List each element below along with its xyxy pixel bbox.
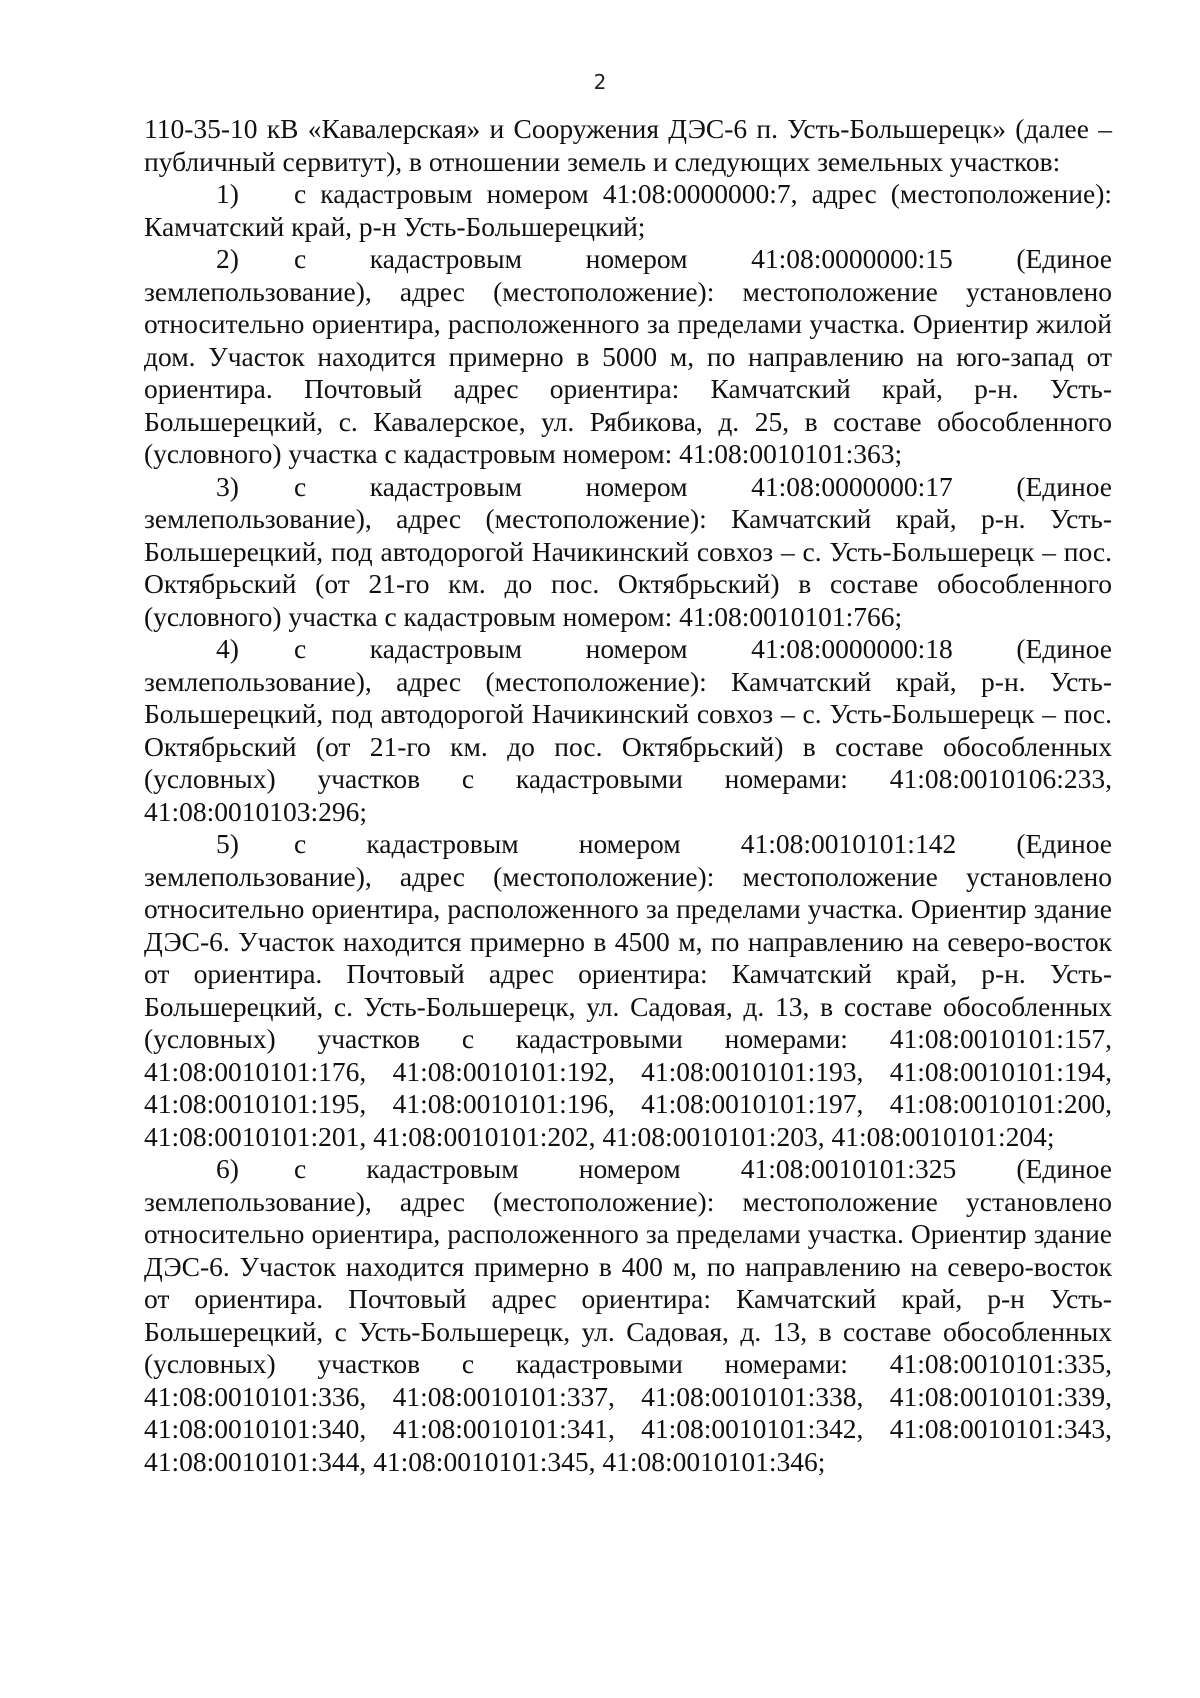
page-number: 2 [593, 70, 607, 94]
list-item-number: 1) [216, 178, 239, 209]
list-item-5 [144, 828, 1112, 1153]
list-item-text: с кадастровым номером 41:08:0010101:325 (Единое землепользование), адрес (местоположение): местоположение установлено относительно ориентира, расположенного за пределами участка. Ориентир здание ДЭС-6. Участок находится примерно в 400 м, по направлению на северо-восток от ориентира. Почтовый адрес ориентира: Камчатский край, р-н Усть-Большерецкий, с Усть-Большерецк, ул. Садовая, д. 13, в составе обособленных (условных) участков с кадастровыми номерами: 41:08:0010101:335, 41:08:0010101:336, 41:08:0010101:337, 41:08:0010101:338, 41:08:0010101:339, 41:08:0010101:340, 41:08:0010101:341, 41:08:0010101:342, 41:08:0010101:343, 41:08:0010101:344, 41:08:0010101:345, 41:08:0010101:346; [144, 1153, 1112, 1477]
list-item-text: с кадастровым номером 41:08:0000000:7, адрес (местоположение): Камчатский край, р-н Усть-Большерецкий; [144, 178, 1112, 242]
list-item-1 [144, 178, 1112, 243]
list-item-number: 5) [216, 828, 239, 859]
document-body [144, 113, 1112, 1478]
list-item-text: с кадастровым номером 41:08:0000000:18 (Единое землепользование), адрес (местоположение): Камчатский край, р-н. Усть-Большерецкий, под автодорогой Начикинский совхоз – с. Усть-Большерецк – пос. Октябрьский (от 21-го км. до пос. Октябрьский) в составе обособленных (условных) участков с кадастровыми номерами: 41:08:0010106:233, 41:08:0010103:296; [144, 633, 1112, 827]
list-item-number: 2) [216, 243, 239, 274]
list-item-text: с кадастровым номером 41:08:0010101:142 (Единое землепользование), адрес (местоположение): местоположение установлено относительно ориентира, расположенного за пределами участка. Ориентир здание ДЭС-6. Участок находится примерно в 4500 м, по направлению на северо-восток от ориентира. Почтовый адрес ориентира: Камчатский край, р-н. Усть-Большерецкий, с. Усть-Большерецк, ул. Садовая, д. 13, в составе обособленных (условных) участков с кадастровыми номерами: 41:08:0010101:157, 41:08:0010101:176, 41:08:0010101:192, 41:08:0010101:193, 41:08:0010101:194, 41:08:0010101:195, 41:08:0010101:196, 41:08:0010101:197, 41:08:0010101:200, 41:08:0010101:201, 41:08:0010101:202, 41:08:0010101:203, 41:08:0010101:204; [144, 828, 1112, 1152]
list-item-3 [144, 471, 1112, 634]
intro-paragraph: 110-35-10 кВ «Кавалерская» и Сооружения ДЭС-6 п. Усть-Большерецк» (далее – публичный сервитут), в отношении земель и следующих земельных участков: [144, 113, 1112, 177]
list-item-number: 4) [216, 633, 239, 664]
list-item-text: с кадастровым номером 41:08:0000000:15 (Единое землепользование), адрес (местоположение): местоположение установлено относительно ориентира, расположенного за пределами участка. Ориентир жилой дом. Участок находится примерно в 5000 м, по направлению на юго-запад от ориентира. Почтовый адрес ориентира: Камчатский край, р-н. Усть-Большерецкий, с. Кавалерское, ул. Рябикова, д. 25, в составе обособленного (условного) участка с кадастровым номером: 41:08:0010101:363; [144, 243, 1112, 469]
list-item-2 [144, 243, 1112, 471]
list-item-4 [144, 633, 1112, 828]
list-item-number: 6) [216, 1153, 239, 1184]
list-item-text: с кадастровым номером 41:08:0000000:17 (Единое землепользование), адрес (местоположение): Камчатский край, р-н. Усть-Большерецкий, под автодорогой Начикинский совхоз – с. Усть-Большерецк – пос. Октябрьский (от 21-го км. до пос. Октябрьский) в составе обособленного (условного) участка с кадастровым номером: 41:08:0010101:766; [144, 470, 1112, 632]
list-item-number: 3) [216, 470, 239, 502]
list-item-6 [144, 1153, 1112, 1478]
